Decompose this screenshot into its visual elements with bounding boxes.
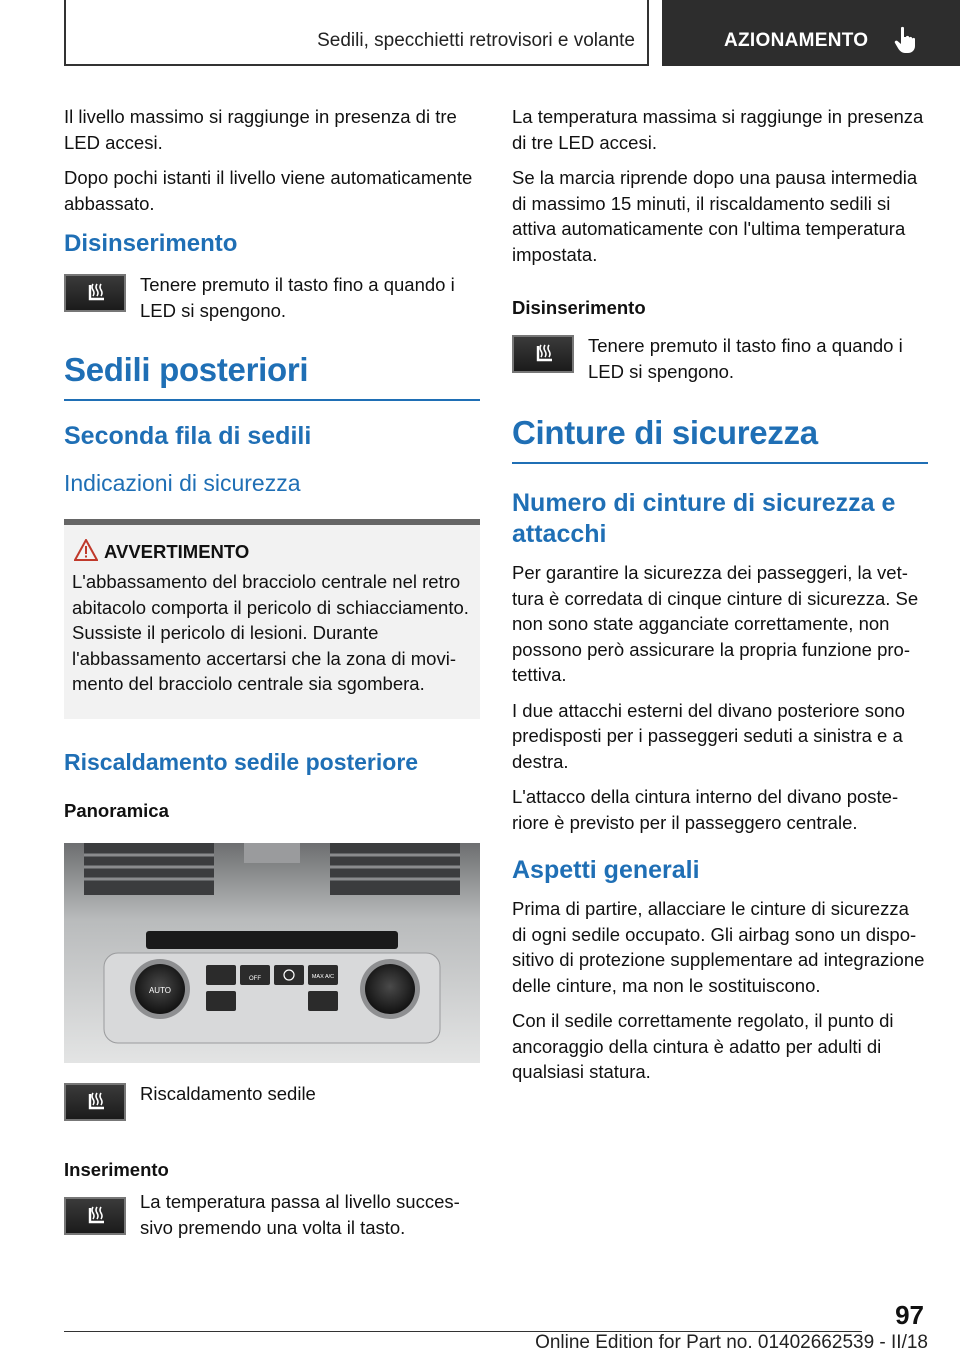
seat-heating-icon — [82, 283, 110, 305]
subheading-panoramica: Panoramica — [64, 799, 169, 821]
instruction-text: Tenere premuto il tasto fino a quando i LED si spengono. — [588, 335, 903, 382]
page-number: 97 — [895, 1300, 924, 1330]
seat-button-image — [64, 1083, 126, 1121]
seat-heating-icon — [82, 1206, 110, 1228]
paragraph: Il livello massimo si raggiunge in presenza di tre LED accesi. — [64, 106, 457, 153]
paragraph: La temperatura massima si raggiunge in presenza di tre LED accesi. — [512, 106, 924, 153]
heading-cinture: Cinture di sicurezza — [512, 414, 928, 464]
header-section-box — [64, 0, 649, 66]
rear-climate-panel-photo — [64, 843, 480, 1063]
header-section-title: Sedili, specchietti retrovisori e volante — [317, 30, 635, 51]
off-label: OFF — [249, 976, 261, 982]
warning-title — [104, 541, 472, 563]
heading-numero-cinture: Numero di cinture di sicurezza e attacchi — [512, 489, 896, 548]
heading-aspetti-generali: Aspetti generali — [512, 856, 700, 884]
seat-button-image — [64, 274, 126, 312]
heading-seconda-fila: Seconda fila di sedili — [64, 422, 312, 450]
button-instruction — [512, 333, 928, 384]
right-column — [512, 104, 928, 1095]
warning-body: L'abbassamento del bracciolo centrale nel retro abitacolo comporta il pericolo di schiacciamento. Sussiste il pericolo di lesioni. Durante l'abbassamento accertarsi che la zona di movimento del bracciolo centrale sia sgombera. — [72, 571, 469, 694]
paragraph: L'attacco della cintura interno del divano posteriore è previsto per il passeggero centrale. — [512, 786, 899, 833]
instruction-text: Riscaldamento sedile — [140, 1083, 316, 1104]
subheading-inserimento: Inserimento — [64, 1159, 169, 1180]
max-ac-label: MAX A/C — [311, 974, 335, 980]
paragraph: Prima di partire, allacciare le cinture di sicurezza di ogni sedile occupato. Gli airbag sono un dispositivo di protezione supplementare ad integrazione delle cinture, ma non le sostituiscono. — [512, 898, 925, 996]
instruction-text: La temperatura passa al livello successivo premendo una volta il tasto. — [140, 1191, 460, 1238]
subheading-indicazioni: Indicazioni di sicurezza — [64, 470, 301, 496]
seat-heating-icon — [530, 344, 558, 366]
left-column — [64, 104, 480, 1252]
button-instruction — [64, 1189, 480, 1240]
paragraph: Se la marcia riprende dopo una pausa intermedia di massimo 15 minuti, il riscaldamento sedili si attiva automaticamente con l'ultima temperatura impostata. — [512, 167, 918, 265]
instruction-text: Tenere premuto il tasto fino a quando i LED si spengono. — [140, 274, 455, 321]
button-instruction — [64, 1081, 480, 1129]
button-instruction — [64, 272, 480, 323]
seat-button-image — [512, 335, 574, 373]
paragraph: Per garantire la sicurezza dei passeggeri, la vettura è corredata di cinque cinture di sicurezza. Se non sono state agganciate correttamente, non possono però assicurare la propria funzione protettiva. — [512, 562, 919, 685]
warning-title-text: AVVERTIMENTO — [104, 541, 250, 562]
seat-button-image — [64, 1197, 126, 1235]
page-header — [64, 0, 960, 66]
auto-label: AUTO — [148, 986, 172, 995]
pointing-hand-icon — [894, 26, 918, 54]
heading-sedili-posteriori: Sedili posteriori — [64, 351, 480, 401]
header-chapter-tab — [662, 0, 960, 66]
header-chapter-title: AZIONAMENTO — [724, 30, 869, 51]
subheading-disinserimento: Disinserimento — [512, 297, 646, 318]
paragraph: Con il sedile correttamente regolato, il punto di ancoraggio della cintura è adatto per adulti di qualsiasi statura. — [512, 1010, 894, 1082]
footer-edition: Online Edition for Part no. 01402662539 - II/18 — [535, 1332, 928, 1353]
subheading-riscaldamento: Riscaldamento sedile posteriore — [64, 748, 419, 775]
subheading-disinserimento: Disinserimento — [64, 230, 238, 257]
warning-box — [64, 519, 480, 719]
paragraph: Dopo pochi istanti il livello viene automaticamente abbassato. — [64, 167, 473, 214]
warning-triangle-icon — [74, 539, 98, 561]
paragraph: I due attacchi esterni del divano posteriore sono predisposti per i passeggeri seduti a sinistra e a destra. — [512, 699, 905, 772]
seat-heating-icon — [82, 1092, 110, 1114]
panel-illustration — [64, 843, 480, 1063]
